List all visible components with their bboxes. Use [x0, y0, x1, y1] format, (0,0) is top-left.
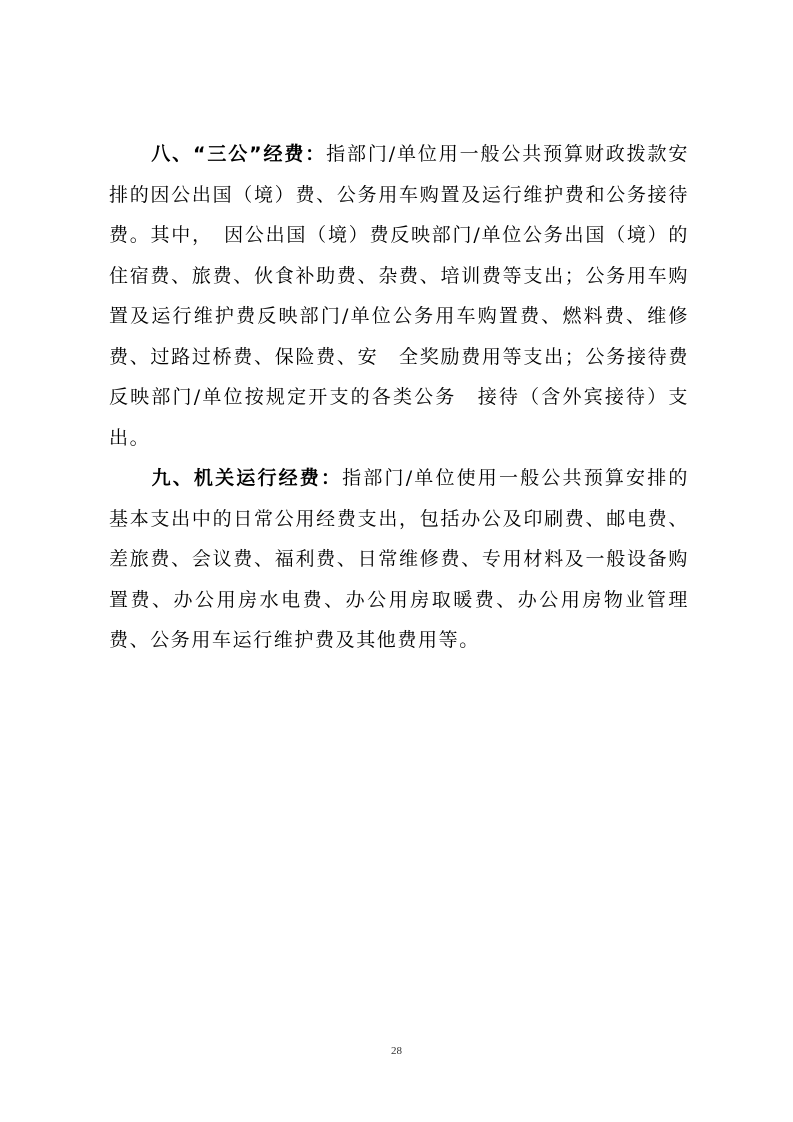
section-term: 八、“三公”经费：: [151, 143, 327, 165]
section-three-public-expenses: [109, 134, 689, 458]
section-term: 九、机关运行经费：: [151, 467, 343, 489]
section-body: 指部门/单位用一般公共预算财政拨款安排的因公出国（境）费、公务用车购置及运行维护费和公务接待费。其中， 因公出国（境）费反映部门/单位公务出国（境）的住宿费、旅费、伙食补助费、杂费、培训费等支出；公务用车购置及运行维护费反映部门/单位公务用车购置费、燃料费、维修费、过路过桥费、保险费、安 全奖励费用等支出；公务接待费反映部门/单位按规定开支的各类公务 接待（含外宾接待）支出。: [109, 143, 690, 449]
page-number: 28: [391, 1045, 402, 1057]
section-agency-operating-expenses: [109, 458, 689, 661]
section-body: 指部门/单位使用一般公共预算安排的基本支出中的日常公用经费支出，包括办公及印刷费、邮电费、差旅费、会议费、福利费、日常维修费、专用材料及一般设备购置费、办公用房水电费、办公用房取暖费、办公用房物业管理费、公务用车运行维护费及其他费用等。: [109, 467, 689, 651]
document-body: [109, 134, 689, 661]
